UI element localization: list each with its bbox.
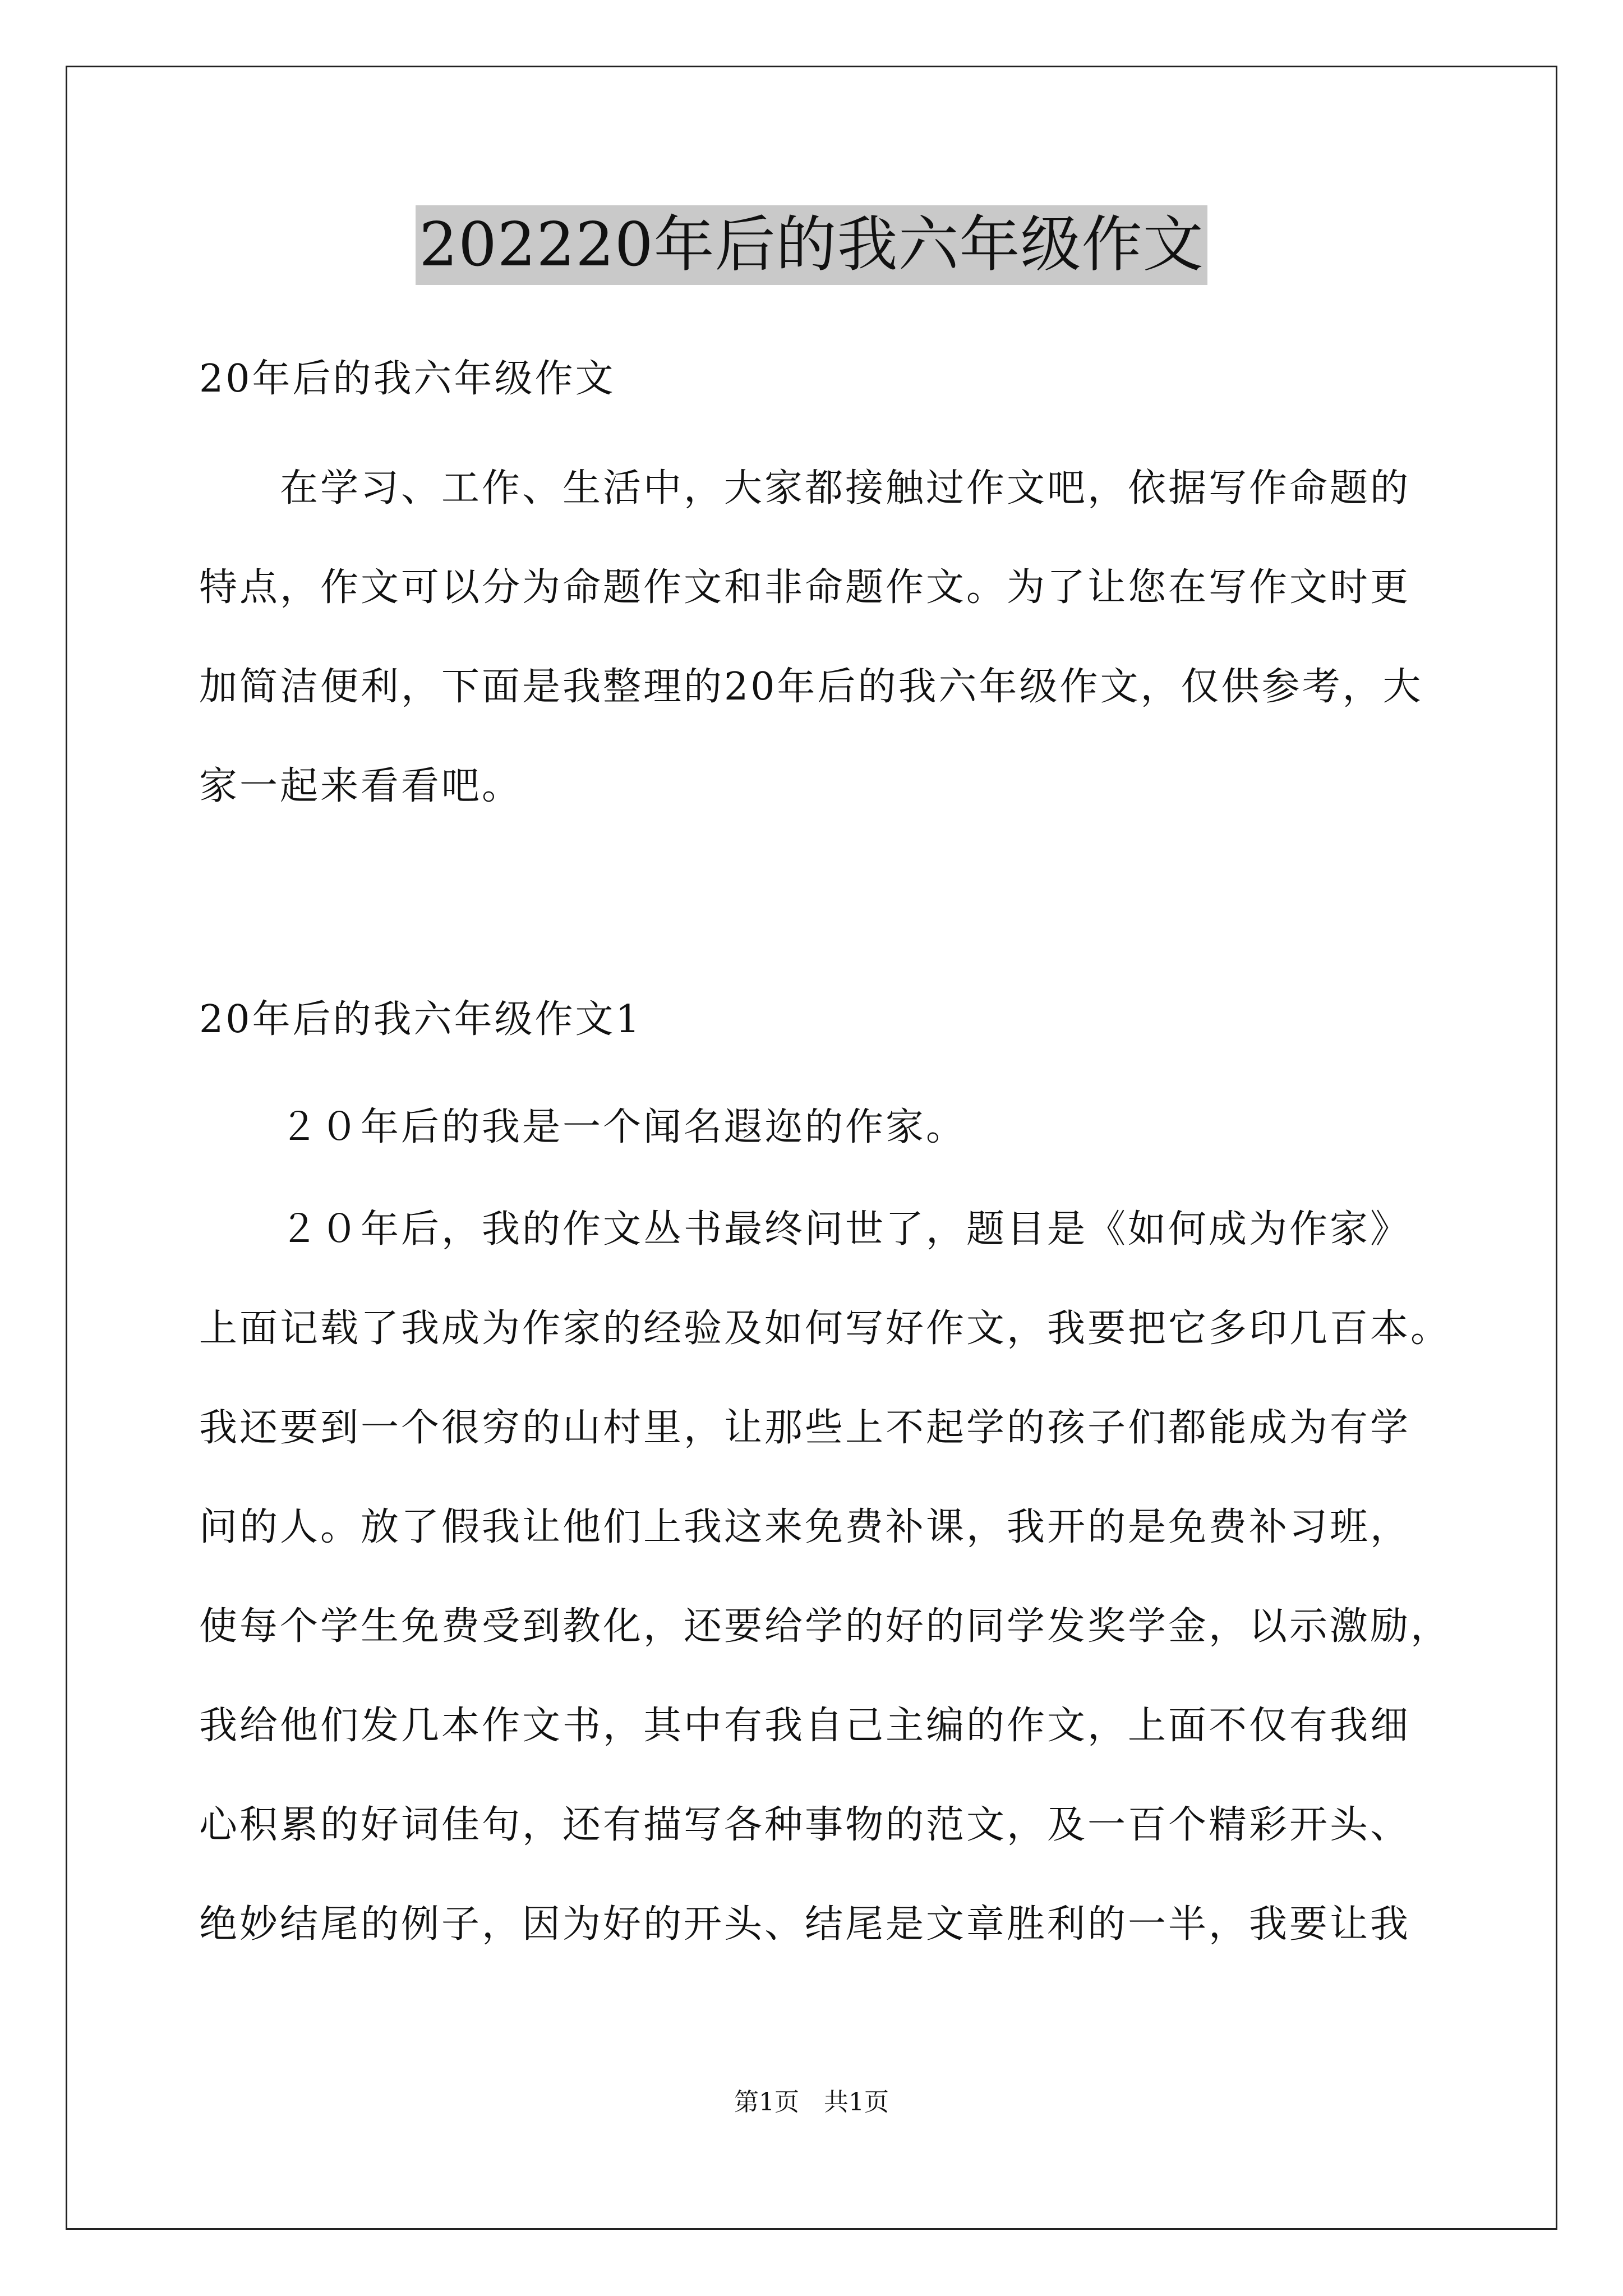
- essay-line: ２０年后，我的作文丛书最终问世了，题目是《如何成为作家》: [199, 1207, 1411, 1251]
- heading-intro: 20年后的我六年级作文: [199, 357, 616, 401]
- title-container: [0, 205, 1623, 285]
- intro-line: 加简洁便利，下面是我整理的20年后的我六年级作文，仅供参考，大: [199, 665, 1423, 709]
- essay-line: 绝妙结尾的例子，因为好的开头、结尾是文章胜利的一半，我要让我: [199, 1902, 1411, 1947]
- essay-line: 心积累的好词佳句，还有描写各种事物的范文，及一百个精彩开头、: [199, 1803, 1411, 1847]
- essay-line: 使每个学生免费受到教化，还要给学的好的同学发奖学金，以示激励，: [199, 1604, 1451, 1649]
- essay-line: 问的人。放了假我让他们上我这来免费补课，我开的是免费补习班，: [199, 1505, 1411, 1549]
- essay-line: 上面记载了我成为作家的经验及如何写好作文，我要把它多印几百本。: [199, 1306, 1451, 1351]
- essay-paragraph-1: ２０年后的我是一个闻名遐迩的作家。: [199, 1105, 967, 1149]
- document-title: 202220年后的我六年级作文: [416, 205, 1207, 285]
- intro-paragraph: [199, 461, 1438, 858]
- essay-line: 我给他们发几本作文书，其中有我自己主编的作文，上面不仅有我细: [199, 1704, 1411, 1748]
- heading-essay-1: 20年后的我六年级作文1: [199, 997, 642, 1042]
- intro-line: 家一起来看看吧。: [199, 764, 523, 808]
- intro-line: 在学习、工作、生活中，大家都接触过作文吧，依据写作命题的: [199, 466, 1411, 510]
- essay-paragraph-2: [199, 1202, 1451, 1996]
- page-footer: 第1页 共1页: [734, 2088, 889, 2116]
- intro-line: 特点，作文可以分为命题作文和非命题作文。为了让您在写作文时更: [199, 565, 1411, 610]
- essay-line: 我还要到一个很穷的山村里，让那些上不起学的孩子们都能成为有学: [199, 1406, 1411, 1450]
